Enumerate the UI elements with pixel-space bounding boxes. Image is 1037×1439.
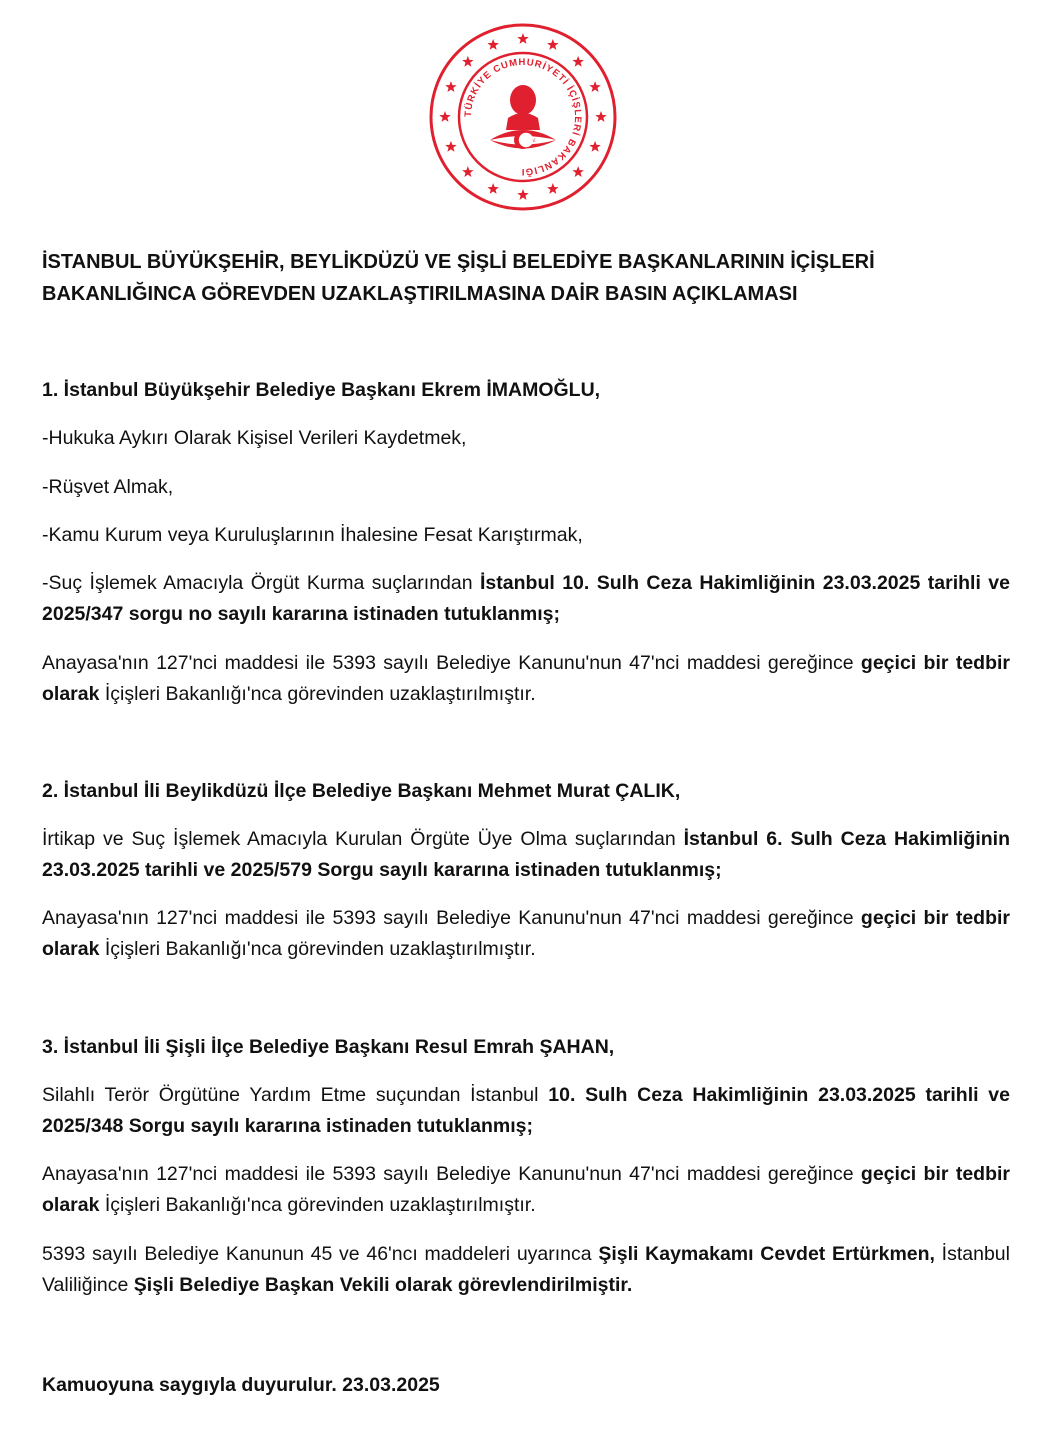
section-1-charge-4-plain: -Suç İşlemek Amacıyla Örgüt Kurma suçlarından: [42, 572, 481, 594]
seal-star-icon: [572, 56, 583, 67]
section-3-charge-court: 10. Sulh Ceza Hakimliğinin 23.03.2025 tarihli ve 2025/348 Sorgu sayılı kararına istinaden tutuklanmış;: [42, 1084, 1010, 1137]
closing-statement: Kamuoyuna saygıyla duyurulur. 23.03.2025: [42, 1374, 440, 1396]
seal-star-icon: [589, 141, 600, 152]
seal-star-icon: [547, 39, 558, 50]
section-3-charge-plain: Silahlı Terör Örgütüne Yardım Etme suçundan İstanbul: [42, 1084, 549, 1106]
section-2-charge-plain: İrtikap ve Suç İşlemek Amacıyla Kurulan Örgüte Üye Olma suçlarından: [42, 828, 684, 850]
seal-star-icon: [445, 81, 456, 92]
section-3-deputy-bold-1: Şişli Kaymakamı Cevdet Ertürkmen,: [598, 1243, 935, 1265]
section-2-decision: [42, 903, 1010, 965]
seal-star-icon: [517, 189, 528, 200]
section-3-decision-plain-2: İçişleri Bakanlığı'nca görevinden uzaklaştırılmıştır.: [99, 1194, 536, 1216]
section-3-decision: [42, 1159, 1010, 1221]
seal-star-icon: [487, 39, 498, 50]
section-1-decision: [42, 648, 1010, 710]
document-title: [42, 246, 1012, 310]
title-line-2: BAKANLIĞINCA GÖREVDEN UZAKLAŞTIRILMASINA DAİR BASIN AÇIKLAMASI: [42, 283, 798, 305]
seal-star-icon: [439, 111, 450, 122]
section-1-charge-4: [42, 568, 1010, 630]
section-1-charge-4-court: İstanbul 10. Sulh Ceza Hakimliğinin 23.03.2025 tarihli ve 2025/347 sorgu no sayılı kararına istinaden tutuklanmış;: [42, 572, 1010, 625]
seal-star-icon: [547, 183, 558, 194]
section-3-deputy-appointment: [42, 1239, 1010, 1301]
seal-star-icon: [487, 183, 498, 194]
section-3-decision-bold: geçici bir tedbir olarak: [42, 1163, 1011, 1216]
section-1-charge-3: -Kamu Kurum veya Kuruluşlarının İhalesine Fesat Karıştırmak,: [42, 524, 583, 546]
section-2-charge-court: İstanbul 6. Sulh Ceza Hakimliğinin 23.03.2025 tarihli ve 2025/579 Sorgu sayılı kararına istinaden tutuklanmış;: [42, 828, 1010, 881]
seal-emblem: [428, 22, 618, 212]
seal-star-icon: [445, 141, 456, 152]
seal-lettering: TÜRKİYE CUMHURİYETİ İÇİŞLERİ BAKANLIĞI: [462, 56, 584, 178]
section-1-charge-1: -Hukuka Aykırı Olarak Kişisel Verileri Kaydetmek,: [42, 427, 467, 449]
seal-star-icon: [572, 166, 583, 177]
section-3-decision-plain-1: Anayasa'nın 127'nci maddesi ile 5393 sayılı Belediye Kanunu'nun 47'nci maddesi gereğince: [42, 1163, 861, 1185]
section-3-charge: [42, 1080, 1010, 1142]
section-2-decision-bold: geçici bir tedbir olarak: [42, 907, 1011, 960]
ministry-seal: [428, 22, 618, 212]
section-2-charge: [42, 824, 1010, 886]
section-2-decision-plain-1: Anayasa'nın 127'nci maddesi ile 5393 sayılı Belediye Kanunu'nun 47'nci maddesi gereğince: [42, 907, 861, 929]
seal-star-icon: [517, 33, 528, 44]
seal-star-icon: [589, 81, 600, 92]
bust-emblem: [506, 85, 540, 130]
title-line-1: İSTANBUL BÜYÜKŞEHİR, BEYLİKDÜZÜ VE ŞİŞLİ BELEDİYE BAŞKANLARININ İÇİŞLERİ: [42, 251, 875, 273]
section-1-decision-bold: geçici bir tedbir olarak: [42, 652, 1011, 705]
crescent-star-emblem: [490, 130, 556, 149]
section-1-decision-plain-1: Anayasa'nın 127'nci maddesi ile 5393 sayılı Belediye Kanunu'nun 47'nci maddesi gereğince: [42, 652, 861, 674]
section-3-deputy-plain-2: İstanbul Valiliğince: [42, 1243, 1010, 1296]
seal-star-icon: [462, 166, 473, 177]
section-3-deputy-plain-1: 5393 sayılı Belediye Kanunun 45 ve 46'ncı maddeleri uyarınca: [42, 1243, 599, 1265]
section-1-heading: 1. İstanbul Büyükşehir Belediye Başkanı Ekrem İMAMOĞLU,: [42, 379, 601, 401]
section-1-charge-2: -Rüşvet Almak,: [42, 476, 174, 498]
section-2-decision-plain-2: İçişleri Bakanlığı'nca görevinden uzaklaştırılmıştır.: [99, 938, 536, 960]
section-3-deputy-bold-2: Şişli Belediye Başkan Vekili olarak görevlendirilmiştir.: [133, 1274, 633, 1296]
section-1-decision-plain-2: İçişleri Bakanlığı'nca görevinden uzaklaştırılmıştır.: [99, 683, 536, 705]
section-2-heading: 2. İstanbul İli Beylikdüzü İlçe Belediye Başkanı Mehmet Murat ÇALIK,: [42, 780, 681, 802]
section-3-heading: 3. İstanbul İli Şişli İlçe Belediye Başkanı Resul Emrah ŞAHAN,: [42, 1036, 615, 1058]
seal-star-icon: [462, 56, 473, 67]
seal-star-icon: [595, 111, 606, 122]
